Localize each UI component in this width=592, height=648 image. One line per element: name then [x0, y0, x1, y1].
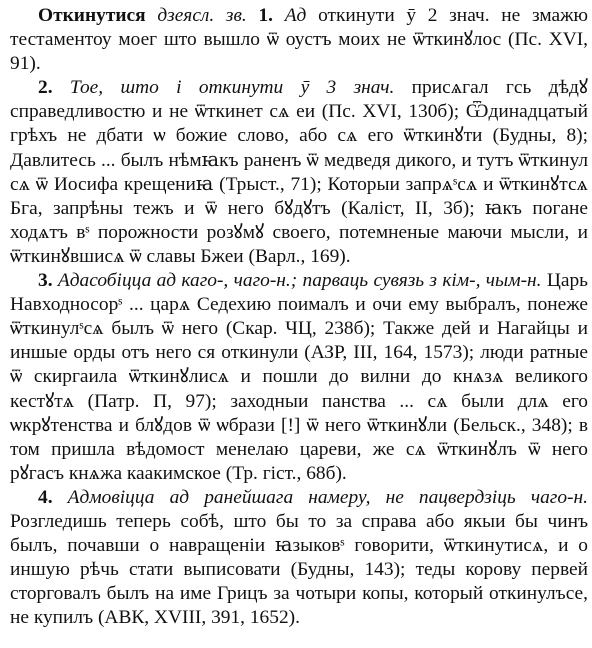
sense-1-definition: Ад	[284, 5, 307, 26]
sense-1-text: откинути ӯ 2 знач. не змажю тестаментоу моег што вышло ѿ оустъ моих не ѿткинꙋлос (Пс. XVI, 91).	[10, 5, 588, 75]
sense-2-text: присѧгал гсь дѣдꙋ справедливостю и не ѿткинет сѧ еи (Пс. XVI, 130б); Ѿдинадцатый грѣхъ не дбати ѡ божие слово, або сѧ его ѿткинꙋти (Будны, 8); Давлитесь ... былъ нѣмꙗкъ раненъ ѿ медведя дикого, и тутъ ѿткинул сѧ ѿ Иосифа крещениꙗ (Трыст., 71); Которыи запрѧˢсѧ и ѿткинꙋтсѧ Бга, запрѣны тежъ и ѿ него бꙋдꙋтъ (Каліст, II, 3б); ꙗкъ погане ходѧтъ вˢ порожности розꙋмꙋ своего, потемненые маючи мысли, и ѿткинꙋвшисѧ ѿ славы Бжеи (Варл., 169).	[10, 77, 588, 267]
sense-4-paragraph	[10, 486, 588, 631]
sense-2-paragraph	[10, 76, 588, 269]
dictionary-entry	[10, 4, 588, 630]
sense-1-paragraph	[10, 4, 588, 76]
sense-2-definition: Тое, што і откинути ӯ 3 знач.	[69, 77, 395, 99]
sense-3-definition: Адасобіцца ад каго-, чаго-н.; парваць сувязь з кім-, чым-н.	[57, 270, 542, 292]
sense-3-paragraph	[10, 269, 588, 486]
sense-4-text: Розгледишь теперь собѣ, што бы то за справа або якыи бы чинъ былъ, почавши о навращеніи ꙗзыковˢ говорити, ѿткинутисѧ, и о иншую рѣчь стати выписовати (Будны, 143); теды корову первей сторговалъ былъ на име Грицъ за чотыри копы, который откинулъсе, не купилъ (АВК, XVIII, 391, 1652).	[10, 510, 588, 629]
sense-2-number: 2.	[38, 77, 53, 99]
sense-4-number: 4.	[38, 486, 53, 508]
part-of-speech: дзеясл. зв.	[157, 5, 247, 26]
sense-3-text: Царь Навходносорˢ ... царѧ Седехию поималъ и очи ему выбралъ, понеже ѿткинулˢсѧ былъ ѿ него (Скар. ЧЦ, 238б); Также дей и Нагайцы и иншые орды отъ него ся откинули (АЗР, III, 164, 1573); люди ратные ѿ скиргаила ѿткинꙋлисѧ и пошли до вилни до кнѧзѧ великого кестꙋтѧ (Патр. П, 97); заходныи панства ... сѧ были длѧ его ѡкрꙋтенства и блꙋдов ѿ ѡбрази [!] ѿ него ѿткинꙋли (Бельск., 348); в том пришла вѣдомост менелаю цареви, же сѧ ѿткинꙋлъ ѿ него рꙋгасъ кнѧжа каакимское (Тр. гіст., 68б).	[10, 270, 588, 484]
sense-1-number: 1.	[258, 5, 273, 26]
headword: Откинутися	[38, 5, 146, 26]
sense-4-definition: Адмовіцца ад ранейшага намеру, не пацвердзіць чаго-н.	[67, 486, 588, 508]
sense-3-number: 3.	[38, 270, 53, 292]
